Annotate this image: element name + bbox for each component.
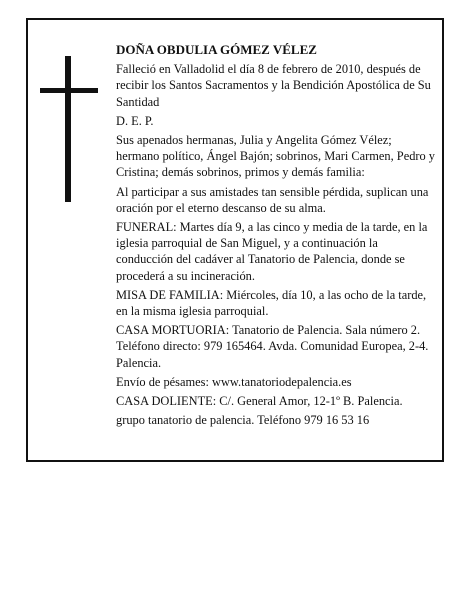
- mortuary-info: CASA MORTUORIA: Tanatorio de Palencia. Sala número 2. Teléfono directo: 979 165464. Avda. Comunidad Europea, 2-4. Palencia.: [116, 323, 429, 370]
- family-mass-info: MISA DE FAMILIA: Miércoles, día 10, a las ocho de la tarde, en la misma iglesia parroquial.: [116, 287, 427, 319]
- cross-icon: [40, 56, 100, 202]
- prayer-request: Al participar a sus amistades tan sensible pérdida, suplican una oración por el eterno descanso de su alma.: [116, 184, 429, 215]
- death-statement: Falleció en Valladolid el día 8 de febrero de 2010, después de recibir los Santos Sacramentos y la Bendición Apostólica de Su Santidad: [116, 62, 431, 109]
- footer-line: grupo tanatorio de palencia. Teléfono 979 16 53 16: [116, 413, 370, 428]
- cross-horizontal-bar: [40, 88, 98, 93]
- obituary-notice: [26, 18, 444, 462]
- deceased-name: DOÑA OBDULIA GÓMEZ VÉLEZ: [116, 42, 317, 57]
- condolences-info: Envío de pésames: www.tanatoriodepalencia.es: [116, 374, 352, 389]
- funeral-info: FUNERAL: Martes día 9, a las cinco y media de la tarde, en la iglesia parroquial de San Miguel, y a continuación la conducción del cadáver al Tanatorio de Palencia, donde se procederá a su incineración.: [116, 220, 428, 283]
- notice-text: [116, 42, 438, 431]
- family-statement: Sus apenados hermanas, Julia y Angelita Gómez Vélez; hermano político, Ángel Bajón; sobrinos, Mari Carmen, Pedro y Cristina; demás sobrinos, primos y demás familia:: [116, 133, 436, 180]
- grieving-home-info: CASA DOLIENTE: C/. General Amor, 12-1º B. Palencia.: [116, 394, 403, 409]
- cross-vertical-bar: [65, 56, 71, 202]
- dep-line: D. E. P.: [116, 113, 154, 128]
